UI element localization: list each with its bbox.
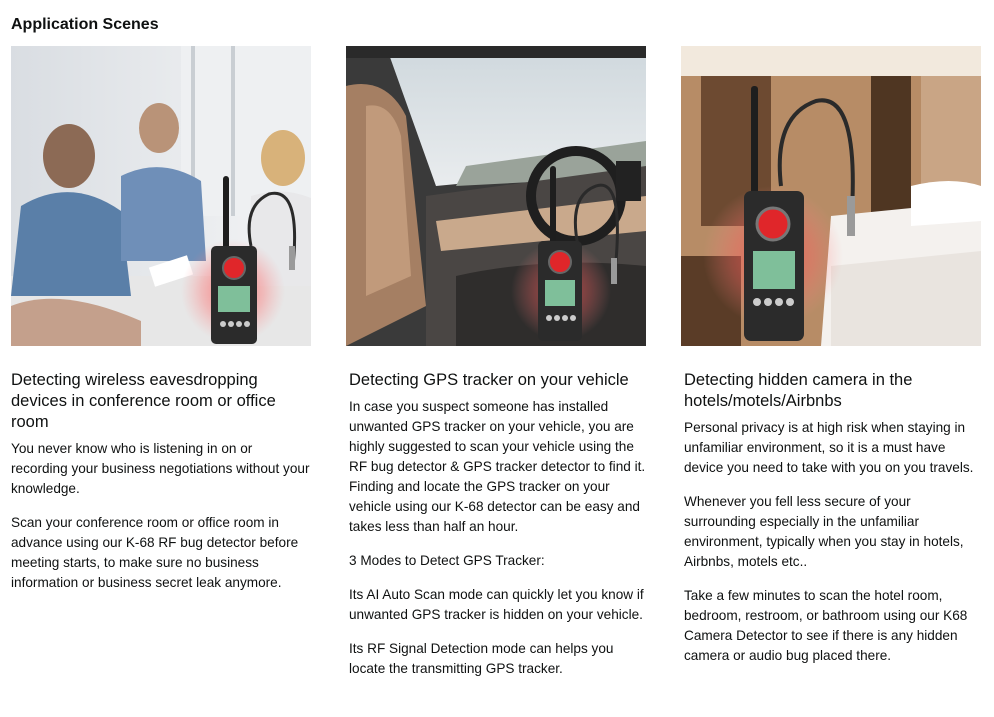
scene-heading: Detecting wireless eavesdropping devices in conference room or office room [11, 371, 276, 431]
section-title: Application Scenes [11, 16, 159, 33]
scene-paragraph: Scan your conference room or office room in advance using our K-68 RF bug detector before meeting starts, to make sure no business information or business secret leak anymore. [11, 515, 299, 590]
scene-body [349, 397, 646, 679]
scene-paragraph: Its RF Signal Detection mode can helps you locate the transmitting GPS tracker. [349, 641, 614, 676]
scene-paragraph: In case you suspect someone has installed unwanted GPS tracker on your vehicle, you are highly suggested to scan your vehicle using the RF bug detector & GPS tracker detector to find it. Finding and locate the GPS tracker on your vehicle using our K-68 detector can be easy and takes less than half an hour. [349, 399, 646, 534]
conference-room-image [11, 46, 311, 346]
scene-heading: Detecting hidden camera in the hotels/motels/Airbnbs [684, 371, 913, 410]
scene-paragraph: You never know who is listening in on or recording your business negotiations without your knowledge. [11, 441, 310, 496]
hotel-room-scene-icon [681, 46, 981, 346]
scene-paragraph: Whenever you fell less secure of your surrounding especially in the unfamiliar environment, typically when you stay in hotels, Airbnbs, motels etc.. [684, 494, 964, 569]
scene-body [11, 439, 311, 593]
scene-card-conference [11, 46, 311, 607]
car-interior-image [346, 46, 646, 346]
scene-paragraph: Personal privacy is at high risk when staying in unfamiliar environment, so it is a must have device you need to take with you on you travels. [684, 420, 974, 475]
conference-room-scene-icon [11, 46, 311, 346]
scene-paragraph: 3 Modes to Detect GPS Tracker: [349, 553, 545, 568]
scene-heading: Detecting GPS tracker on your vehicle [349, 371, 629, 389]
scene-card-vehicle [346, 46, 646, 693]
scene-paragraph: Take a few minutes to scan the hotel room, bedroom, restroom, or bathroom using our K68 Camera Detector to see if there is any hidden camera or audio bug placed there. [684, 588, 968, 663]
hotel-room-image [681, 46, 981, 346]
scene-body [684, 418, 981, 666]
car-interior-scene-icon [346, 46, 646, 346]
scene-card-hotel [681, 46, 981, 680]
scene-paragraph: Its AI Auto Scan mode can quickly let you know if unwanted GPS tracker is hidden on your vehicle. [349, 587, 644, 622]
